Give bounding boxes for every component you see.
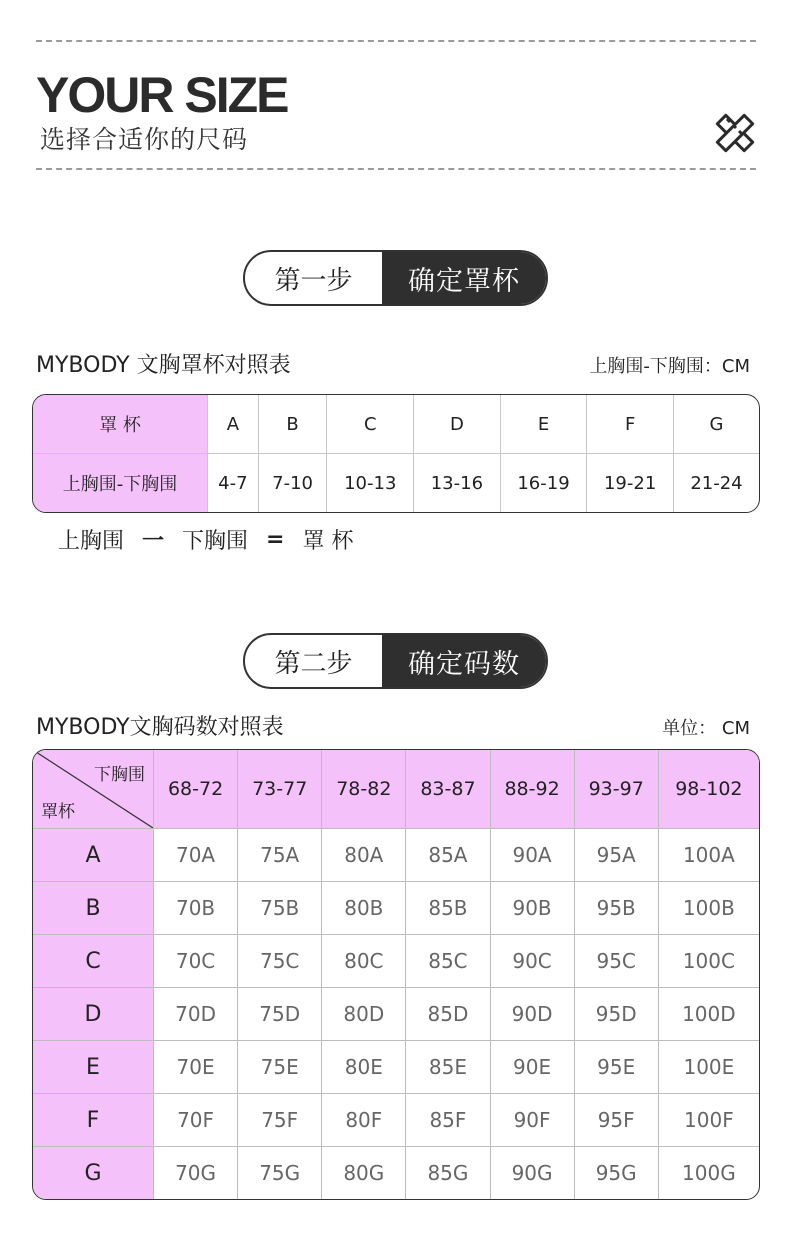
- size-cell: 75A: [238, 829, 322, 882]
- under-bust-header: 98-102: [659, 750, 759, 829]
- size-cell: 90D: [491, 988, 575, 1041]
- cup-cell: C: [327, 395, 414, 454]
- size-cell: 80C: [322, 935, 406, 988]
- size-row: [33, 882, 759, 935]
- size-cell: 80A: [322, 829, 406, 882]
- formula-term-under: 下胸围: [182, 529, 249, 554]
- size-cell: 90F: [491, 1094, 575, 1147]
- size-cell: 90A: [491, 829, 575, 882]
- size-cell: 100F: [659, 1094, 759, 1147]
- size-row-cup: E: [33, 1041, 154, 1094]
- size-cell: 90G: [491, 1147, 575, 1199]
- difference-cell: 7-10: [259, 454, 328, 512]
- step-two-pill: [243, 633, 548, 689]
- size-cell: 80G: [322, 1147, 406, 1199]
- size-cell: 85D: [406, 988, 490, 1041]
- difference-cell: 19-21: [587, 454, 674, 512]
- ruler-pencil-icon: [712, 110, 758, 156]
- size-row-cup: F: [33, 1094, 154, 1147]
- step-one-action: 确定罩杯: [382, 252, 546, 304]
- cup-cell: D: [414, 395, 501, 454]
- size-cell: 100C: [659, 935, 759, 988]
- size-cell: 80B: [322, 882, 406, 935]
- difference-cell: 13-16: [414, 454, 501, 512]
- cup-cell: A: [208, 395, 259, 454]
- cup-conversion-table: [32, 394, 760, 513]
- size-row: [33, 829, 759, 882]
- size-cell: 100B: [659, 882, 759, 935]
- size-cell: 75C: [238, 935, 322, 988]
- size-row-cup: G: [33, 1147, 154, 1199]
- size-cell: 90E: [491, 1041, 575, 1094]
- size-cell: 80E: [322, 1041, 406, 1094]
- difference-cell: 16-19: [501, 454, 588, 512]
- table-corner-cell: [33, 750, 154, 829]
- size-cell: 85C: [406, 935, 490, 988]
- size-cell: 100D: [659, 988, 759, 1041]
- step-two-action: 确定码数: [382, 635, 546, 687]
- page-subtitle: 选择合适你的尺码: [40, 125, 249, 154]
- size-cell: 95A: [575, 829, 659, 882]
- size-row-cup: D: [33, 988, 154, 1041]
- size-cell: 75F: [238, 1094, 322, 1147]
- size-cell: 70D: [154, 988, 238, 1041]
- size-cell: 95E: [575, 1041, 659, 1094]
- under-bust-header-row: [33, 750, 759, 829]
- size-row: [33, 1041, 759, 1094]
- size-cell: 90C: [491, 935, 575, 988]
- step-one-pill: [243, 250, 548, 306]
- size-cell: 85B: [406, 882, 490, 935]
- size-row: [33, 1094, 759, 1147]
- page-title: YOUR SIZE: [36, 67, 288, 123]
- size-cell: 75D: [238, 988, 322, 1041]
- size-cell: 95F: [575, 1094, 659, 1147]
- size-table-title: MYBODY文胸码数对照表: [36, 715, 284, 740]
- under-bust-header: 68-72: [154, 750, 238, 829]
- corner-under-bust-label: 下胸围: [94, 765, 145, 785]
- size-cell: 100G: [682, 1161, 736, 1185]
- difference-row: [33, 454, 759, 512]
- under-bust-header: 83-87: [406, 750, 490, 829]
- size-cell: 75B: [238, 882, 322, 935]
- size-cell: 70G: [154, 1147, 238, 1199]
- cup-table-title: MYBODY 文胸罩杯对照表: [36, 353, 291, 378]
- step-two-label: 第二步: [274, 648, 353, 679]
- under-bust-header: 78-82: [322, 750, 406, 829]
- under-bust-header: 73-77: [238, 750, 322, 829]
- size-cell: 95B: [575, 882, 659, 935]
- size-row-cup: A: [33, 829, 154, 882]
- size-cell: 85A: [406, 829, 490, 882]
- cup-row-header: 罩 杯: [33, 395, 208, 454]
- size-cell: 85G: [406, 1147, 490, 1199]
- cup-cell: F: [587, 395, 674, 454]
- size-cell: 85E: [406, 1041, 490, 1094]
- size-cell: 100E: [659, 1041, 759, 1094]
- size-row: [33, 988, 759, 1041]
- formula-term-upper: 上胸围: [58, 529, 125, 554]
- size-cell: 70F: [154, 1094, 238, 1147]
- size-cell: 70B: [154, 882, 238, 935]
- cup-cell: B: [259, 395, 328, 454]
- corner-cup-label: 罩杯: [41, 802, 75, 822]
- cup-cell: E: [501, 395, 588, 454]
- difference-row-header: 上胸围-下胸围: [33, 454, 208, 512]
- cup-cell: G: [674, 395, 759, 454]
- size-table-unit: 单位： CM: [662, 718, 750, 739]
- size-cell: 70E: [154, 1041, 238, 1094]
- difference-cell: 21-24: [690, 472, 743, 494]
- size-cell: 85F: [406, 1094, 490, 1147]
- top-dashed-divider: [36, 40, 756, 42]
- size-row-cup: B: [33, 882, 154, 935]
- formula-result: 罩 杯: [302, 529, 354, 554]
- size-row: [33, 935, 759, 988]
- cup-row: [33, 395, 759, 454]
- difference-cell: 10-13: [327, 454, 414, 512]
- size-cell: 80F: [322, 1094, 406, 1147]
- size-cell: 80D: [322, 988, 406, 1041]
- difference-cell: 4-7: [208, 454, 259, 512]
- size-row-cup: C: [33, 935, 154, 988]
- cup-table-unit: 上胸围-下胸围：CM: [589, 356, 750, 377]
- size-conversion-table: [32, 749, 760, 1200]
- size-cell: 90B: [491, 882, 575, 935]
- size-row: [33, 1147, 759, 1199]
- formula-equals: =: [266, 527, 285, 552]
- size-cell: 100A: [659, 829, 759, 882]
- size-cell: 75E: [238, 1041, 322, 1094]
- step-one-label: 第一步: [274, 265, 353, 296]
- size-cell: 95G: [575, 1147, 659, 1199]
- header-bottom-divider: [36, 168, 756, 170]
- cup-formula: [58, 524, 353, 555]
- size-cell: 75G: [238, 1147, 322, 1199]
- size-cell: 70A: [154, 829, 238, 882]
- under-bust-header: 88-92: [491, 750, 575, 829]
- size-cell: 95D: [575, 988, 659, 1041]
- size-cell: 70C: [154, 935, 238, 988]
- under-bust-header: 93-97: [575, 750, 659, 829]
- size-cell: 95C: [575, 935, 659, 988]
- formula-minus: 一: [142, 529, 165, 554]
